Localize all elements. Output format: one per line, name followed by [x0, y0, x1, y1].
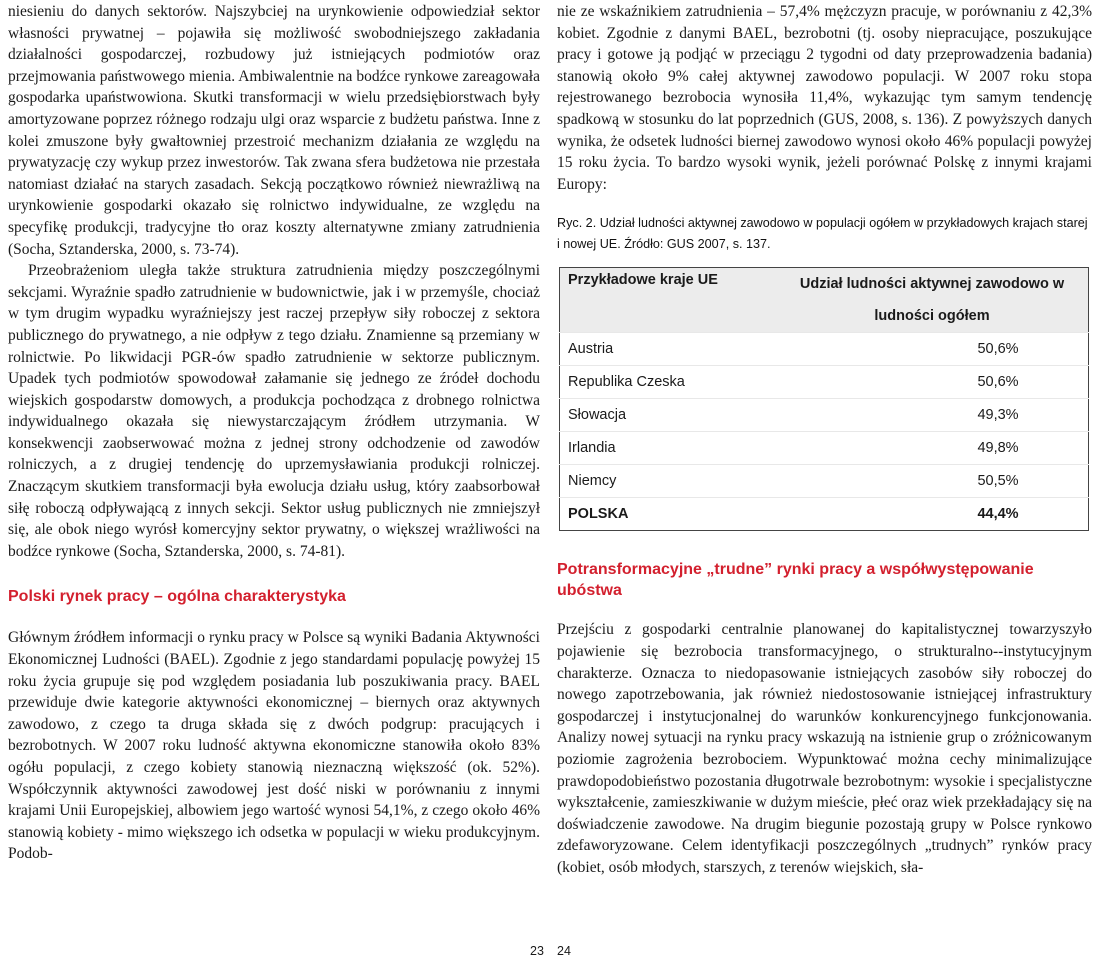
table-cell-country: Niemcy: [568, 473, 617, 490]
table-cell-country: Republika Czeska: [568, 374, 685, 391]
table-cell-country: POLSKA: [568, 506, 629, 523]
table-cell-value: 49,3%: [977, 407, 1019, 424]
table-row: [560, 465, 1089, 498]
table-cell-value: 50,6%: [977, 374, 1019, 391]
table-row-highlight: [560, 498, 1089, 531]
table-cell-value: 44,4%: [977, 506, 1019, 523]
table-row: [560, 333, 1089, 366]
paragraph-transformational-unemployment: Przejściu z gospodarki centralnie planowanej do kapitalistycznej towarzyszyło pojawienie się bezrobocia transformacyjnego, o strukturalno--instytucyjnym charakterze. Oznacza to niedopasowanie istniejących zasobów siły roboczej do nowego zapotrzebowania, jak również niedostosowanie istniejącej infrastruktury gospodarczej i instytucjonalnej do warunków konkurencyjnego funkcjonowania. Analizy nowej sytuacji na rynku pracy wskazują na istnienie grup o zróżnicowanym poziomie zagrożenia bezrobociem. Wypunktować można cechy minimalizujące prawdopodobieństwo pozostania długotrwale bezrobotnym: wysokie i specjalistyczne wykształcenie, zamieszkiwanie w dużym mieście, płeć oraz wiek przekładający się na doświadczenie zawodowe. Na drugim biegunie pozostają grupy w Polsce rynkowo zdefaworyzowane. Celem identyfikacji poszczególnych „trudnych” rynków pracy (kobiet, osób młodych, starszych, z terenów wiejskich, sła-: [557, 621, 1092, 876]
table-cell-country: Słowacja: [568, 407, 627, 424]
table-row: [560, 366, 1089, 399]
right-page: [557, 0, 1092, 878]
table-cell-value: 50,6%: [977, 341, 1019, 358]
table-cell-country: Austria: [568, 341, 614, 358]
table-cell-country: Irlandia: [568, 440, 616, 457]
paragraph-bael-overview: Głównym źródłem informacji o rynku pracy w Polsce są wyniki Badania Aktywności Ekonomicznej Ludności (BAEL). Zgodnie z jego standardami populację powyżej 15 roku życia grupuje się pod względem posiadania lub poszukiwania pracy. BAEL przewiduje dwie kategorie aktywności ekonomicznej – biernych oraz aktywnych zawodowo, z czego ta druga składa się z dwóch podgrup: pracujących i bezrobotnych. W 2007 roku ludność aktywna ekonomiczne stanowiła około 83% ogółu populacji, z czego kobiety stanowią nieznaczną większość (ok. 52%). Współczynnik aktywności zawodowej jest dość niski w porównaniu z innymi krajami Unii Europejskiej, albowiem jego wartość wynosi 54,1%, z czego około 46% stanowią kobiety - mimo większego ich odsetka w populacji w wieku produkcyjnym. Podob-: [8, 629, 540, 863]
left-page: [8, 0, 540, 865]
table-header-share: Udział ludności aktywnej zawodowo w ludności ogółem: [776, 268, 1089, 333]
paragraph-employment-rates: nie ze wskaźnikiem zatrudnienia – 57,4% mężczyzn pracuje, w porównaniu z 42,3% kobiet. Zgodnie z danymi BAEL, bezrobotni (tj. osoby niepracujące, poszukujące pracy i gotowe ją podjąć w przeciągu 2 tygodni od daty przeprowadzenia badania) stanowią około 9% całej aktywnej zawodowo populacji. W 2007 roku stopa rejestrowanego bezrobocia wynosiła 11,4%, wykazując tym samym tendencję spadkową w stosunku do lat poprzednich (GUS, 2008, s. 136). Z powyższych danych wynika, że odsetek ludności biernej zawodowo wynosi około 46% populacji powyżej 15 roku życia. To bardzo wysoki wynik, jeżeli porównać Polskę z innymi krajami Europy:: [557, 3, 1092, 193]
paragraph-employment-structure: Przeobrażeniom uległa także struktura zatrudnienia między poszczególnymi sekcjami. Wyraźnie spadło zatrudnienie w budownictwie, jak i w przemyśle, chociaż w tym drugim wypadku wyraźniejszy jest raczej przepływ siły roboczej z sektora publicznego do prywatnego, a nie odpływ z tego działu. Znamienne są przemiany w rolnictwie. Po likwidacji PGR-ów spadło zatrudnienie w sektorze publicznym. Upadek tych podmiotów spowodował załamanie się jednego ze źródeł dochodu wiejskich gospodarstw domowych, a produkcja pochodząca z drobnego rolnictwa indywidualnego okazała się niewystarczającym źródłem utrzymania. W konsekwencji zaobserwować można z jednej strony odchodzenie od zawodów rolniczych, a z drugiej tendencję do uprzemysławiania produkcji rolniczej. Znaczącym skutkiem transformacji była ewolucja działu usług, który zaabsorbował siłę roboczą odpływającą z innych sekcji. Sektor usług publicznych nie zmniejszył się, ale obok niego wyrósł komercyjny sektor prywatny, o większej wrażliwości na bodźce rynkowe (Socha, Sztanderska, 2000, s. 74-81).: [8, 262, 540, 560]
page-number-left: 23: [530, 944, 544, 958]
activity-rate-table: [559, 267, 1089, 531]
table-header-country: Przykładowe kraje UE: [560, 268, 777, 333]
table-header-row: [560, 268, 1089, 333]
page-number-right: 24: [557, 944, 571, 958]
table-row: [560, 399, 1089, 432]
section-heading-labor-market: Polski rynek pracy – ogólna charakterystyka: [8, 588, 346, 606]
table-cell-value: 49,8%: [977, 440, 1019, 457]
section-heading-difficult-markets: Potransformacyjne „trudne” rynki pracy a współwystępowanie ubóstwa: [557, 561, 1034, 600]
figure-caption: Ryc. 2. Udział ludności aktywnej zawodowo w populacji ogółem w przykładowych krajach starej i nowej UE. Źródło: GUS 2007, s. 137.: [557, 216, 1088, 252]
table-row: [560, 432, 1089, 465]
paragraph-sector-transformation: niesieniu do danych sektorów. Najszybciej na urynkowienie odpowiedział sektor własności prywatnej – pojawiła się możliwość swobodniejszego zakładania działalności gospodarczej, rozbudowy już istniejących podmiotów oraz przejmowania państwowego mienia. Ambiwalentnie na bodźce rynkowe zareagowała gospodarka upaństwowiona. Skutki transformacji w wielu przedsiębiorstwach były amortyzowane poprzez różnego rodzaju ulgi oraz wsparcie z budżetu państwa. Inne z kolei zmuszone były gwałtowniej przestroić mechanizm działania ze względu na prywatyzację czy wykup przez inwestorów. Tak zwana sfera budżetowa nie przestała natomiast działać na starych zasadach. Sekcją początkowo również niewrażliwą na urynkowienie gospodarki okazało się rolnictwo indywidualne, ze względu na specyfikę produkcji, tradycyjne tło oraz koszty alternatywne zmiany zatrudnienia (Socha, Sztanderska, 2000, s. 73-74).: [8, 3, 540, 258]
table-cell-value: 50,5%: [977, 473, 1019, 490]
